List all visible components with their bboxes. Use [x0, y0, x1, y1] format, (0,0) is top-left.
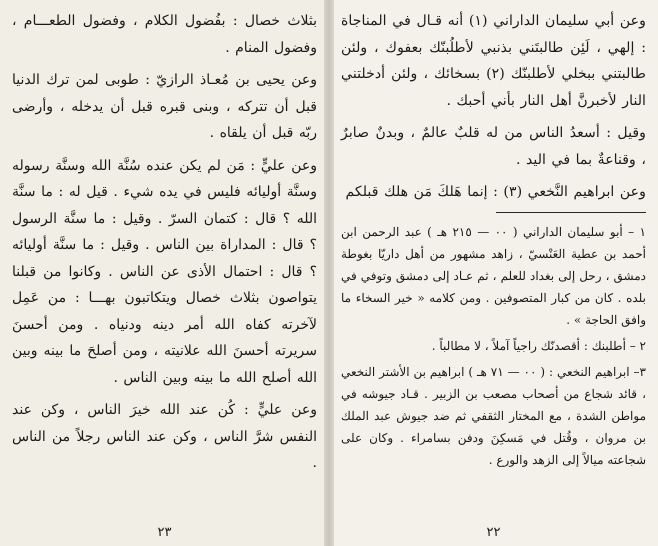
right-paragraph-3: وعن ابراهيم النَّخعي (٣) : إنما هَلكَ مَن هلك قبلكم	[345, 184, 646, 200]
right-page-number: ٢٢	[486, 525, 501, 540]
left-paragraph-4: وعن عليٍّ : كُن عند الله خيرَ الناس ، وكن عند النفس شرَّ الناس ، وكن عند الناس رجلاً من الناس .	[12, 402, 317, 471]
footnote-3: ٣– ابراهيم النخعي : ( ٠٠ — ٧١ هـ ) ابراهيم بن الأشتر النخعي ، قائد شجاع من أصحاب مصعب بن الزبير . قـاد جيوشه في مواطن الشدة ، مع المختار الثقفي ثم ضد جيوش عبد الملك بن مروان ، وقُتل في مَسكِنَ ودفن بسامراء . وكان على شجاعته ميالاً إلى الزهد والورع .	[341, 364, 646, 467]
left-paragraph-3: وعن عليٍّ : مَن لم يكن عنده سُنَّة الله وسنَّة رسوله وسنَّة أوليائه فليس في يده شيء . قيل له : ما سنَّة الله ؟ قال : كتمان السرّ . وقيل : ما سنَّة الرسول ؟ قال : المداراة بين الناس . وقيل : ما سنَّة أوليائه ؟ قال : احتمال الأذى عن الناس . وكانوا من قبلنا يتواصون بثلاث خصال ويتكاتبون بهـــا : من عَمِل لآخرته كفاه الله أمر دينه ودنياه . ومن أحسنَ سريرته أحسنَ الله علانيته ، ومن أصلحَ ما بينه وبين الله أصلح الله ما بينه وبين الناس .	[12, 157, 317, 386]
left-page-number: ٢٣	[157, 525, 172, 540]
left-paragraph-2: وعن يحيى بن مُعـاذ الرازيّ : طوبى لمن ترك الدنيا قبل أن تتركه ، وبنى قبره قبل أن يدخله ، وأرضى ربّه قبل أن يلقاه .	[12, 72, 317, 141]
left-paragraph-1: بثلاث خصال : بفُضول الكلام ، وفضول الطعـــام ، وفضول المنام .	[12, 13, 317, 56]
right-paragraph-1: وعن أبي سليمان الداراني (١) أنه قـال في المناجاة : إلهي ، لَئِن طالبتَني بذنبي لأطلُبنّك بعفوك ، ولئن طالبتني ببخلي لأطلبنّك (٢) بسخائك ، ولئن أدخلتني النار لأخبرنَّ أهل النار بأني أحبك .	[341, 13, 647, 109]
footnote-2: ٢ – أطلبنك : أقصدنّك راجياً آملاً ، لا مطالباً .	[431, 338, 646, 353]
book-gutter	[324, 0, 334, 546]
right-paragraph-2: وقيل : أسعدُ الناس من له قلبٌ عالمٌ ، وبدنٌ صابرٌ ، وقناعةٌ بما في اليد .	[341, 125, 646, 168]
footnote-1: ١ – أبو سليمان الداراني ( ٠٠ — ٢١٥ هـ ) عبد الرحمن ابن أحمد بن عطية العَنْسيّ ، زاهد مشهور من أهل داريّا بغوطة دمشق ، رحل إلى بغداد للعلم ، ثم عـاد إلى دمشق وتوفي في بلده . كان من كبار المتصوفين . ومن كلامه « خير السخاء ما وافق الحاجة » .	[341, 224, 646, 327]
right-page	[329, 0, 658, 546]
footnote-divider	[496, 212, 646, 213]
